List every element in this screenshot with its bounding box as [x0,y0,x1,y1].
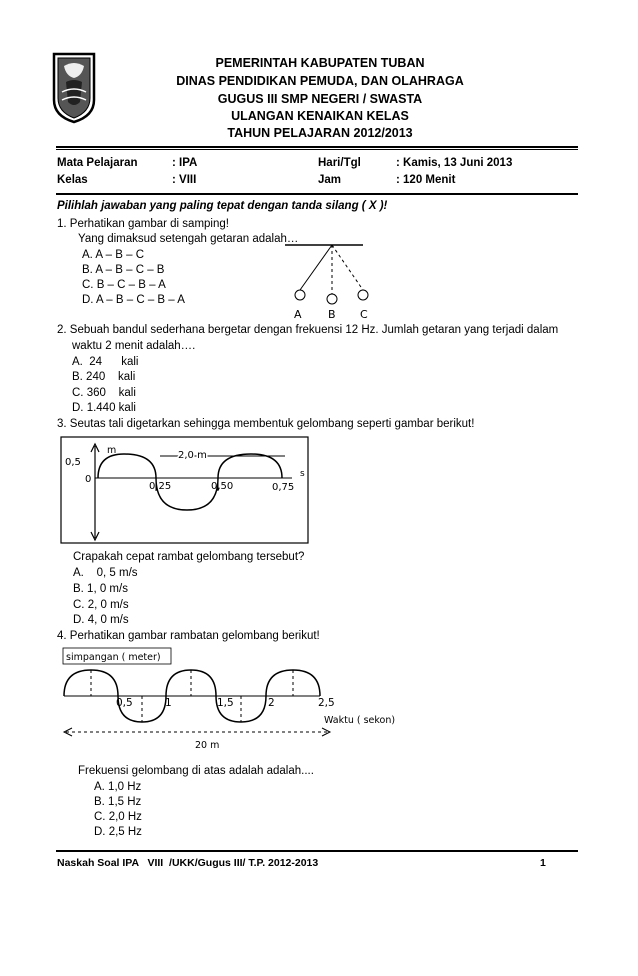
xlabel: Waktu ( sekon) [324,715,396,726]
footer-text: Naskah Soal IPA VIII /UKK/Gugus III/ T.P. 2012-2013 [57,857,319,869]
q3-question: Crapakah cepat rambat gelombang tersebut? [73,551,305,563]
tick-05: 0,5 [116,697,133,709]
bob-b [327,294,337,304]
label-a: A [294,308,302,321]
bob-a [295,290,305,300]
q3-wave-figure [60,436,310,546]
wave-curve [98,454,282,510]
q4-question: Frekuensi gelombang di atas adalah adalah.... [78,765,314,777]
q2-text-line1: 2. Sebuah bandul sederhana bergetar dengan frekuensi 12 Hz. Jumlah getaran yang terjadi dalam [57,324,559,336]
pendulum-string-a [300,245,332,290]
q1-option-a: A. A – B – C [82,249,145,261]
q4-option-d: D. 2,5 Hz [94,826,142,838]
q2-option-d: D. 1.440 kali [72,402,136,414]
m-label: m [107,445,117,456]
q1-option-b: B. A – B – C – B [82,264,165,276]
q4-option-c: C. 2,0 Hz [94,811,142,823]
class-label: Kelas [57,174,88,186]
amplitude-label: 0,5 [65,457,81,468]
class-value: : VIII [172,174,197,186]
q4-text: 4. Perhatikan gambar rambatan gelombang berikut! [57,630,320,642]
q1-text: 1. Perhatikan gambar di samping! [57,218,229,230]
day-label: Hari/Tgl [318,157,361,169]
ylabel: simpangan ( meter) [66,652,161,663]
length-label: 2,0 m [178,450,207,461]
pendulum-string-c [332,245,363,290]
tick-15: 1,5 [217,697,234,709]
zero-label: 0 [85,474,92,485]
header-line-1: PEMERINTAH KABUPATEN TUBAN [215,56,425,70]
q1-option-d: D. A – B – C – B – A [82,294,185,306]
label-b: B [328,308,336,321]
q3-option-c: C. 2, 0 m/s [73,599,129,611]
q1-option-c: C. B – C – B – A [82,279,166,291]
distance-label: 20 m [195,740,220,751]
tick-label-075: 0,75 [272,482,295,493]
q2-option-a: A. 24 kali [72,356,139,368]
time-value: : 120 Menit [396,174,456,186]
tick-1: 1 [165,697,172,709]
bob-c [358,290,368,300]
q3-option-a: A. 0, 5 m/s [73,567,138,579]
q3-option-b: B. 1, 0 m/s [73,583,128,595]
q3-option-d: D. 4, 0 m/s [73,614,129,626]
header-line-2: DINAS PENDIDIKAN PEMUDA, DAN OLAHRAGA [176,74,464,88]
page-number: 1 [540,857,546,869]
time-label: Jam [318,174,342,186]
q2-text-line2: waktu 2 menit adalah…. [72,340,196,352]
q2-option-b: B. 240 kali [72,371,136,383]
header-line-3: GUGUS III SMP NEGERI / SWASTA [217,92,423,106]
subject-label: Mata Pelajaran [57,157,138,169]
tick-25: 2,5 [318,697,335,709]
day-value: : Kamis, 13 Juni 2013 [396,157,513,169]
q4-option-a: A. 1,0 Hz [94,781,142,793]
q4-option-b: B. 1,5 Hz [94,796,142,808]
tick-label-050: 0,50 [211,481,234,492]
info-divider [56,193,578,195]
header-divider [56,146,578,150]
pendulum-figure [285,240,385,322]
tick-label-025: 0,25 [149,481,172,492]
q2-option-c: C. 360 kali [72,387,136,399]
footer-divider [56,850,578,852]
q3-text: 3. Seutas tali digetarkan sehingga membentuk gelombang seperti gambar berikut! [57,418,475,430]
instruction: Pilihlah jawaban yang paling tepat dengan tanda silang ( X )! [57,200,388,212]
q4-wave-figure [58,646,418,758]
label-c: C [360,308,368,321]
s-label: s [300,469,305,479]
q1-subtext: Yang dimaksud setengah getaran adalah… [78,233,299,245]
header-line-4: ULANGAN KENAIKAN KELAS [231,109,409,123]
subject-value: : IPA [172,157,198,169]
tick-2: 2 [268,697,275,709]
header-line-5: TAHUN PELAJARAN 2012/2013 [227,126,413,140]
